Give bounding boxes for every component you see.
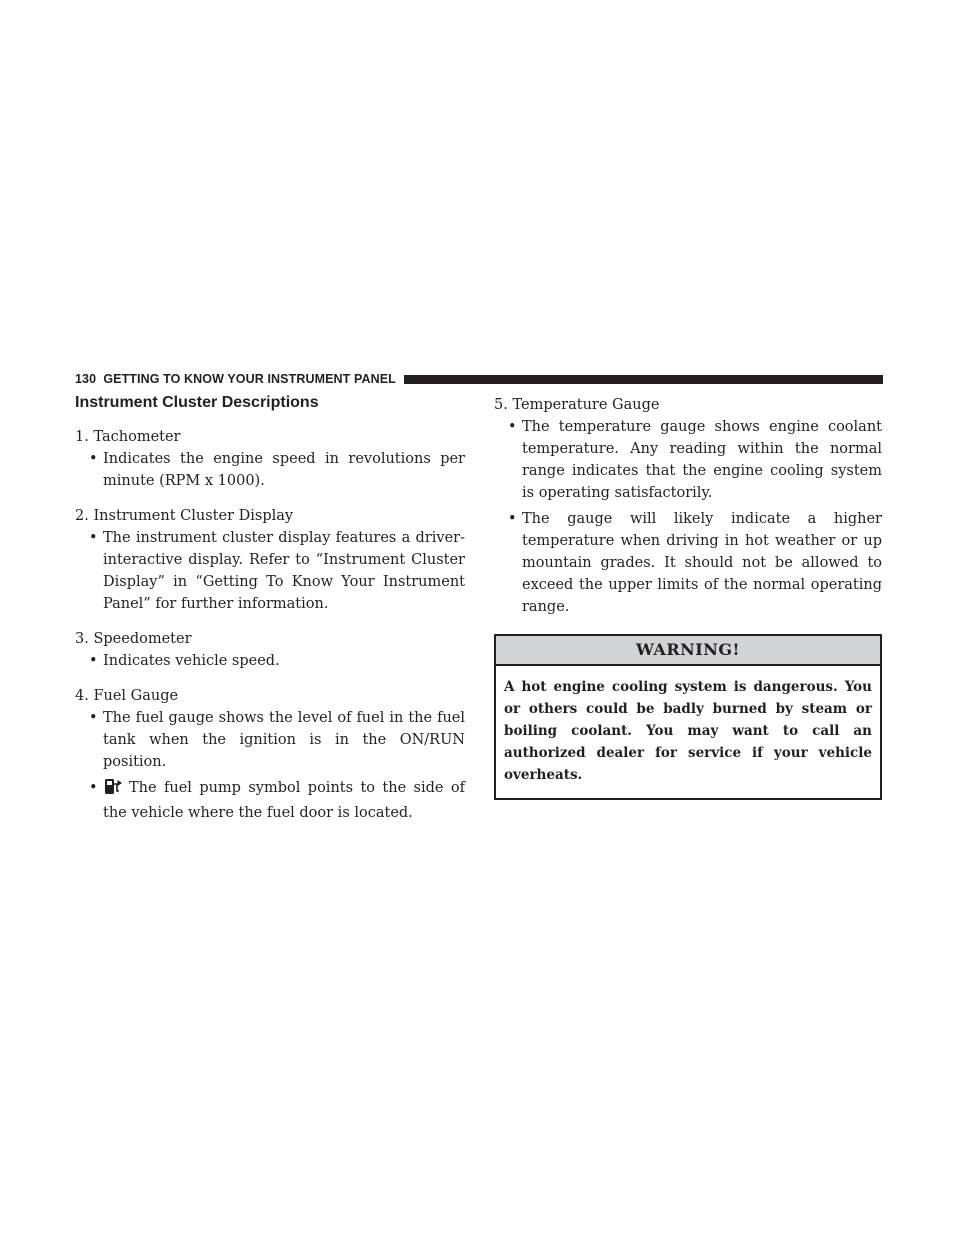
bullet-item bbox=[75, 650, 465, 672]
page-header bbox=[75, 372, 883, 386]
page-number: 130 bbox=[75, 372, 97, 386]
list-item-tachometer bbox=[75, 426, 465, 492]
bullet-text: The gauge will likely indicate a higher temperature when driving in hot weather or up mountain grades. It should not be allowed to exceed the upper limits of the normal operating range. bbox=[522, 511, 882, 615]
page-header-text bbox=[75, 372, 396, 386]
bullet-marker: • bbox=[89, 780, 98, 796]
item-heading: 1. Tachometer bbox=[75, 429, 181, 445]
warning-body: A hot engine cooling system is dangerous. You or others could be badly burned by steam or boiling coolant. You may want to call an authorized dealer for service if your vehicle overheats. bbox=[504, 679, 872, 783]
list-item-temperature-gauge bbox=[494, 394, 882, 618]
bullet-marker: • bbox=[89, 710, 98, 726]
bullet-marker: • bbox=[89, 451, 98, 467]
warning-title: WARNING! bbox=[496, 636, 880, 666]
warning-box bbox=[494, 634, 882, 800]
bullet-item bbox=[75, 707, 465, 773]
section-title: Instrument Cluster Descriptions bbox=[75, 394, 319, 411]
bullet-marker: • bbox=[508, 511, 517, 527]
running-title: GETTING TO KNOW YOUR INSTRUMENT PANEL bbox=[103, 372, 396, 386]
bullet-marker: • bbox=[508, 419, 517, 435]
left-column bbox=[75, 394, 465, 837]
bullet-item bbox=[494, 416, 882, 504]
item-heading: 3. Speedometer bbox=[75, 631, 192, 647]
bullet-marker: • bbox=[89, 530, 98, 546]
bullet-text: Indicates vehicle speed. bbox=[103, 653, 280, 669]
list-item-fuel-gauge bbox=[75, 685, 465, 824]
bullet-text: The instrument cluster display features a driver-interactive display. Refer to “Instrument Cluster Display” in “Getting To Know Your Instrument Panel” for further information. bbox=[103, 530, 465, 612]
item-heading: 2. Instrument Cluster Display bbox=[75, 508, 294, 524]
right-column bbox=[494, 394, 882, 800]
bullet-text: Indicates the engine speed in revolutions per minute (RPM x 1000). bbox=[103, 451, 465, 489]
header-rule bbox=[404, 375, 883, 384]
item-heading: 4. Fuel Gauge bbox=[75, 688, 179, 704]
list-item-cluster-display bbox=[75, 505, 465, 615]
bullet-text: The fuel gauge shows the level of fuel in the fuel tank when the ignition is in the ON/RUN position. bbox=[103, 710, 465, 770]
bullet-item bbox=[494, 508, 882, 618]
bullet-text: The fuel pump symbol points to the side of the vehicle where the fuel door is located. bbox=[103, 780, 465, 821]
fuel-pump-icon bbox=[103, 777, 123, 802]
bullet-text: The temperature gauge shows engine coolant temperature. Any reading within the normal range indicates that the engine cooling system is operating satisfactorily. bbox=[522, 419, 882, 501]
item-heading: 5. Temperature Gauge bbox=[494, 397, 660, 413]
bullet-item bbox=[75, 527, 465, 615]
bullet-item bbox=[75, 448, 465, 492]
bullet-item bbox=[75, 777, 465, 824]
list-item-speedometer bbox=[75, 628, 465, 672]
bullet-marker: • bbox=[89, 653, 98, 669]
